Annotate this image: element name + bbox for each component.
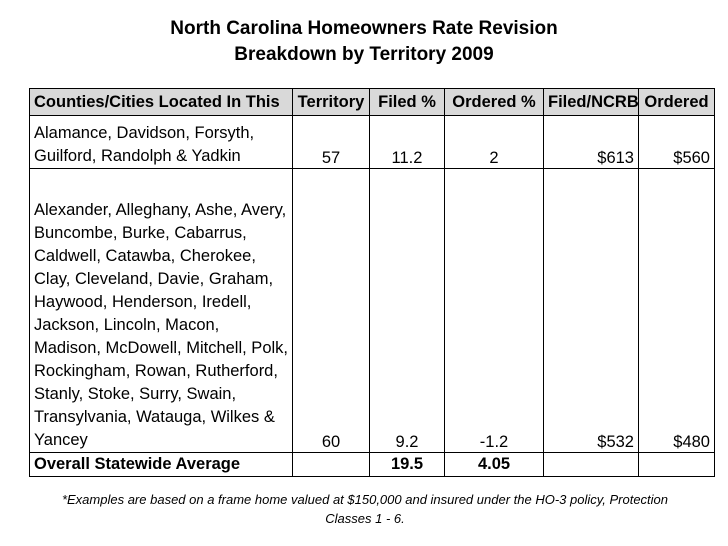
header-filed-ncrb: Filed/NCRB xyxy=(544,89,639,116)
rate-table xyxy=(29,88,715,477)
title-line-2: Breakdown by Territory 2009 xyxy=(234,44,494,65)
average-filed-pct: 19.5 xyxy=(370,453,445,477)
header-territory: Territory xyxy=(293,89,370,116)
header-ordered-pct: Ordered % xyxy=(445,89,544,116)
filed-ncrb-cell: $613 xyxy=(544,116,639,169)
table-row xyxy=(30,169,715,453)
average-territory-cell xyxy=(293,453,370,477)
table-row xyxy=(30,116,715,169)
filed-pct-cell: 11.2 xyxy=(370,116,445,169)
counties-cell: Alamance, Davidson, Forsyth, Guilford, Randolph & Yadkin xyxy=(30,116,293,169)
average-filed-ncrb-cell xyxy=(544,453,639,477)
ordered-cell: $480 xyxy=(639,169,715,453)
header-ordered: Ordered xyxy=(639,89,715,116)
ordered-pct-cell: 2 xyxy=(445,116,544,169)
header-filed-pct: Filed % xyxy=(370,89,445,116)
average-ordered-pct: 4.05 xyxy=(445,453,544,477)
territory-cell: 57 xyxy=(293,116,370,169)
footnote: *Examples are based on a frame home valued at $150,000 and insured under the HO-3 policy, Protection Classes 1 - 6. xyxy=(61,492,669,526)
title-line-1: North Carolina Homeowners Rate Revision xyxy=(170,18,558,39)
average-row xyxy=(30,453,715,477)
page-title xyxy=(0,16,728,68)
counties-cell: Alexander, Alleghany, Ashe, Avery, Buncombe, Burke, Cabarrus, Caldwell, Catawba, Cherokee, Clay, Cleveland, Davie, Graham, Haywood, Henderson, Iredell, Jackson, Lincoln, Macon, Madison, McDowell, Mitchell, Polk, Rockingham, Rowan, Rutherford, Stanly, Stoke, Surry, Swain, Transylvania, Watauga, Wilkes & Yancey xyxy=(30,169,293,453)
average-ordered-cell xyxy=(639,453,715,477)
header-row xyxy=(30,89,715,116)
territory-cell: 60 xyxy=(293,169,370,453)
filed-ncrb-cell: $532 xyxy=(544,169,639,453)
ordered-pct-cell: -1.2 xyxy=(445,169,544,453)
header-counties: Counties/Cities Located In This xyxy=(30,89,293,116)
filed-pct-cell: 9.2 xyxy=(370,169,445,453)
ordered-cell: $560 xyxy=(639,116,715,169)
average-label: Overall Statewide Average xyxy=(30,453,293,477)
